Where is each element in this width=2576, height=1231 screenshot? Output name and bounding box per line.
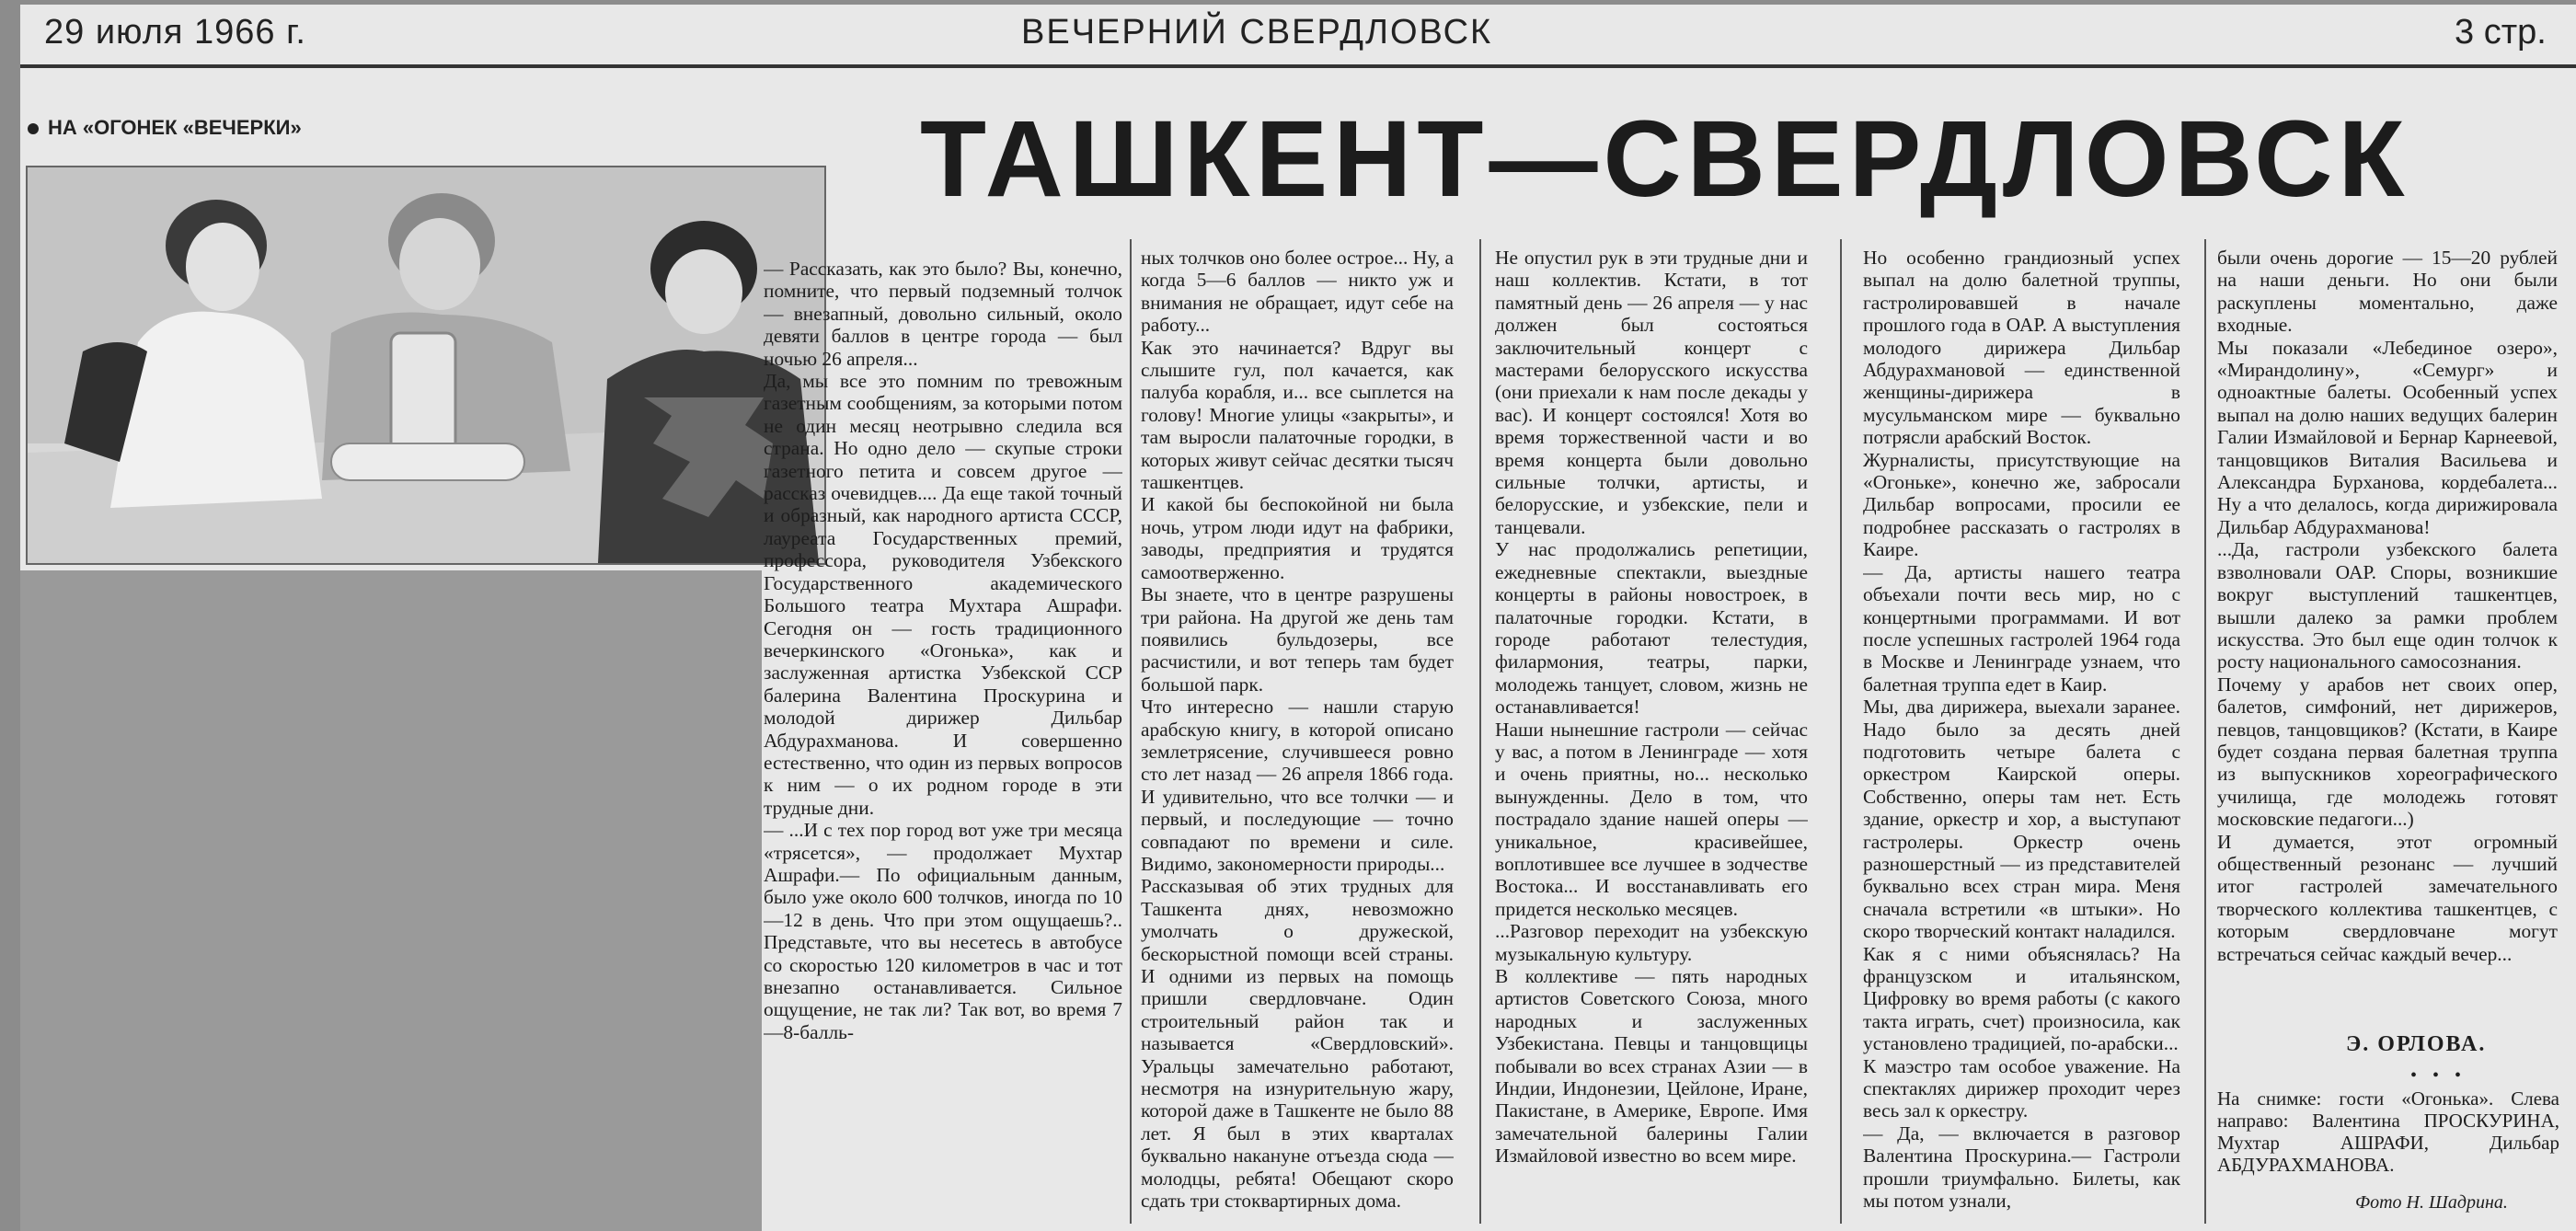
newspaper-title: ВЕЧЕРНИЙ СВЕРДЛОВСК: [1021, 13, 1493, 52]
paper-background-gap: [20, 570, 762, 1231]
photo-caption: На снимке: гости «Огонька». Слева направо: Валентина ПРОСКУРИНА, Мухтар АШРАФИ, Дильбар АБДУРАХМАНОВА.: [2217, 1087, 2559, 1176]
article-column-5: были очень дорогие — 15—20 рублей на наши деньги. Но они были раскуплены моментально, даже входные. Мы показали «Лебединое озеро», «Мирандолину», «Семург» и одноактные балеты. Особенный успех выпал на долю наших ведущих балерин Галии Измайловой и Бернар Карнеевой, танцовщиков Виталия Васильева и Александра Бурханова, кордебалета... Ну а что делалось, когда дирижировала Дильбар Абдурахманова! ...Да, гастроли узбекского балета взволновали ОАР. Споры, возникшие вокруг выступлений ташкентцев, вышли далеко за рамки проблем искусства. Это был еще один толчок к росту национального самосознания. Почему у арабов нет своих опер, балетов, симфоний, нет дирижеров, певцов, танцовщиков? (Кстати, в Каире будет создана первая балетная труппа из выпускников хореографического училища, где молодежь готовят московские педагоги...) И думается, этот огромный общественный резонанс — лучший итог гастролей замечательного творческого коллектива ташкентцев, с которым свердловчане могут встречаться сейчас каждый вечер...: [2217, 247, 2558, 965]
issue-date: 29 июля 1966 г.: [44, 13, 306, 52]
header-rule: [20, 64, 2576, 68]
article-column-2: ных толчков оно более острое... Ну, а когда 5—6 баллов — никто уж и внимания не обращает, идут себе на работу... Как это начинается? Вдруг вы слышите гул, пол качается, как палуба корабля, и... все сыплется на голову! Многие улицы «закрыты», и там выросли палаточные городки, в которых живут сейчас десятки тысяч ташкентцев. И какой бы беспокойной ни была ночь, утром люди идут на фабрики, заводы, предприятия и трудятся самоотверженно. Вы знаете, что в центре разрушены три района. На другой же день там появились бульдозеры, все расчистили, и вот теперь там будет большой парк. Что интересно — нашли старую арабскую книгу, в которой описано землетрясение, случившееся ровно сто лет назад — 26 апреля 1866 года. И удивительно, что все толчки — и первый, и последующие — точно совпадают по времени и силе. Видимо, закономерности природы... Рассказывая об этих трудных для Ташкента днях, невозможно умолчать о дружеской, бескорыстной помощи всей страны. И одними из первых на помощь пришли свердловчане. Один строительный район так и называется «Свердловский». Уральцы замечательно работают, несмотря на изнурительную жару, которой даже в Ташкенте не было 88 лет. Я был в этих кварталах буквально накануне отъезда сюда — молодцы, ребята! Обещают скоро сдать три стоквартирных дома.: [1141, 247, 1454, 1213]
article-column-1: — Рассказать, как это было? Вы, конечно, помните, что первый подземный толчок — внезапный, довольно сильный, около девяти баллов в центре города — был ночью 26 апреля... Да, мы все это помним по тревожным газетным сообщениям, за которыми потом не один месяц неотрывно следила вся страна. Но одно дело — скупые строки газетного петита и совсем другое — рассказ очевидцев.... Да еще такой точный и образный, как народного артиста СССР, лауреата Государственных премий, профессора, руководителя Узбекского Государственного академического Большого театра Мухтара Ашрафи. Сегодня он — гость традиционного вечеркинского «Огонька», как и заслуженная артистка Узбекской ССР балерина Валентина Проскурина и молодой дирижер Дильбар Абдурахманова. И совершенно естественно, что один из первых вопросов к ним — о их родном городе в эти трудные дни. — ...И с тех пор город вот уже три месяца «трясется», — продолжает Мухтар Ашрафи.— По официальным данным, было уже около 600 толчков, иногда по 10—12 в день. Что при этом ощущаешь?.. Представьте, что вы несетесь в автобусе со скоростью 120 километров в час и тот внезапно останавливается. Сильное ощущение, не так ли? Так вот, во время 7—8-балль-: [764, 258, 1122, 1043]
bullet-icon: [28, 123, 39, 134]
column-divider: [1479, 239, 1481, 1224]
column-divider: [1130, 239, 1132, 1224]
section-separator: • • •: [2410, 1065, 2467, 1086]
article-column-4: Но особенно грандиозный успех выпал на долю балетной труппы, гастролировавшей в начале прошлого года в ОАР. А выступления молодого дирижера Дильбар Абдурахмановой — единственной женщины-дирижера в мусульманском мире — буквально потрясли арабский Восток. Журналисты, присутствующие на «Огоньке», конечно же, забросали Дильбар вопросами, просили ее подробнее рассказать о гастролях в Каире. — Да, артисты нашего театра объехали почти весь мир, но с концертными программами. И вот после успешных гастролей 1964 года в Москве и Ленинграде узнаем, что балетная труппа едет в Каир. Мы, два дирижера, выехали заранее. Надо было за десять дней подготовить четыре балета с оркестром Каирской оперы. Собственно, оперы там нет. Есть здание, оркестр и хор, а выступают гастролеры. Оркестр очень разношерстный — из представителей буквально всех стран мира. Меня сначала встретили «в штыки». Но скоро творческий контакт наладился. Как я с ними объяснялась? На французском и итальянском, Цифровку во время работы (с какого такта играть, счет) произносила, как установлено традицией, по-арабски... К маэстро там особое уважение. На спектаклях дирижер проходит через весь зал к оркестру. — Да, — включается в разговор Валентина Проскурина.— Гастроли прошли триумфально. Билеты, как мы потом узнали,: [1863, 247, 2180, 1213]
author-signature: Э. ОРЛОВА.: [2346, 1032, 2487, 1056]
photo-credit: Фото Н. Шадрина.: [2355, 1192, 2508, 1213]
photo-illustration: [28, 167, 824, 563]
column-divider: [1840, 239, 1842, 1224]
headline: ТАШКЕНТ—СВЕРДЛОВСК: [920, 98, 2410, 220]
article-photo: [26, 166, 826, 565]
rubric: [28, 116, 302, 140]
rubric-label: НА «ОГОНЕК «ВЕЧЕРКИ»: [48, 116, 302, 139]
column-divider: [2204, 239, 2206, 1224]
article-column-3: Не опустил рук в эти трудные дни и наш коллектив. Кстати, в тот памятный день — 26 апреля — у нас должен был состояться заключительный концерт с мастерами белорусского искусства (они приехали к нам после декады у вас). И концерт состоялся! Хотя во время торжественной части и во время концерта были довольно сильные толчки, артисты, и белорусские, и узбекские, пели и танцевали. У нас продолжались репетиции, ежедневные спектакли, выездные концерты в районы новостроек, в палаточные городки. Кстати, в городе работают телестудия, филармония, театры, парки, молодежь танцует, словом, жизнь не останавливается! Наши нынешние гастроли — сейчас у вас, а потом в Ленинграде — хотя и очень приятны, но... несколько вынужденны. Дело в том, что пострадало здание нашей оперы — уникальное, красивейшее, воплотившее все лучшее в зодчестве Востока... И восстанавливать его придется несколько месяцев. ...Разговор переходит на узбекскую музыкальную культуру. В коллективе — пять народных артистов Советского Союза, много народных и заслуженных Узбекистана. Певцы и танцовщицы побывали во всех странах Азии — в Индии, Индонезии, Цейлоне, Иране, Пакистане, в Америке, Европе. Имя замечательной балерины Галии Измайловой известно во всем мире.: [1495, 247, 1808, 1168]
page-number: 3 стр.: [2455, 13, 2547, 52]
